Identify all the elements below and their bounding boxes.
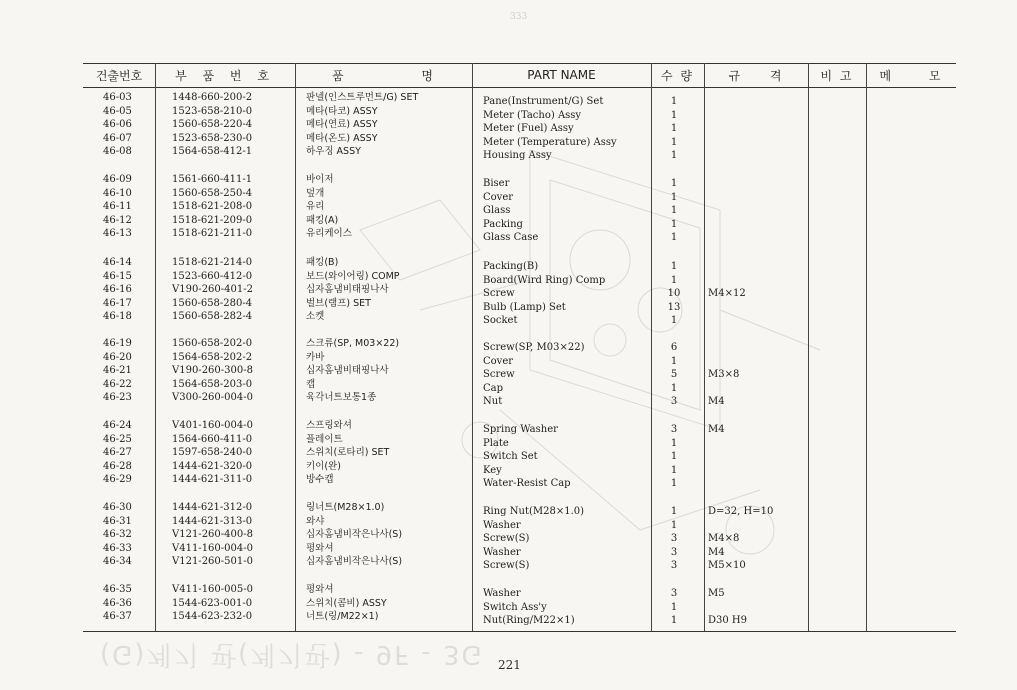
spec-cell: D=32, H=10 <box>708 506 774 517</box>
qty-cell: 1 <box>670 232 678 244</box>
part-name-cell: Cover <box>483 191 514 203</box>
part-no-cell: V401-160-004-0 <box>172 420 253 431</box>
column-divider <box>866 63 867 631</box>
part-name-cell: Nut <box>483 396 503 408</box>
part-name-cell: Screw(SP, M03×22) <box>483 342 585 353</box>
qty-cell: 3 <box>670 424 678 435</box>
column-divider <box>155 63 156 631</box>
qty-cell: 1 <box>670 382 678 394</box>
qty-cell: 1 <box>670 355 678 367</box>
qty-cell: 1 <box>670 136 678 148</box>
item-no-cell: 46-33 <box>103 542 132 554</box>
part-name-cell: Biser <box>483 178 510 189</box>
item-no-cell: 46-13 <box>103 228 132 240</box>
part-name-cell: Meter (Temperature) Assy <box>483 136 617 148</box>
item-no-cell: 46-23 <box>103 392 132 404</box>
name-kr-cell: 유리 <box>306 201 325 213</box>
item-no-cell: 46-18 <box>103 311 132 323</box>
name-kr-cell: 스크류(SP, M03×22) <box>306 338 400 349</box>
column-divider <box>704 63 705 631</box>
spec-cell: M4 <box>708 424 725 435</box>
qty-cell: 1 <box>670 478 678 490</box>
part-no-cell: V411-160-005-0 <box>172 584 253 595</box>
qty-cell: 6 <box>670 342 678 353</box>
qty-cell: 3 <box>670 396 678 408</box>
part-no-cell: 1560-658-282-4 <box>172 311 253 323</box>
part-name-cell: Washer <box>483 519 521 531</box>
part-no-cell: 1444-621-313-0 <box>172 515 253 527</box>
part-no-cell: 1444-621-311-0 <box>172 474 253 486</box>
part-no-cell: 1597-658-240-0 <box>172 447 253 459</box>
qty-cell: 1 <box>670 615 678 627</box>
item-no-cell: 46-22 <box>103 378 132 390</box>
item-no-cell: 46-12 <box>103 214 132 226</box>
item-no-cell: 46-36 <box>103 597 132 609</box>
part-name-cell: Screw(S) <box>483 533 530 545</box>
part-name-cell: Ring Nut(M28×1.0) <box>483 506 585 517</box>
item-no-cell: 46-29 <box>103 474 132 486</box>
header-part-no: 부 품 번 호 <box>175 68 275 83</box>
spec-cell: D30 H9 <box>708 615 748 627</box>
part-no-cell: 1564-658-412-1 <box>172 146 253 158</box>
part-name-cell: Spring Washer <box>483 424 558 435</box>
part-no-cell: 1448-660-200-2 <box>172 92 253 103</box>
qty-cell: 1 <box>670 437 678 449</box>
part-name-cell: Water-Resist Cap <box>483 478 571 490</box>
qty-cell: 1 <box>670 519 678 531</box>
qty-cell: 1 <box>670 96 678 107</box>
part-no-cell: 1444-621-312-0 <box>172 502 253 513</box>
part-name-cell: Pane(Instrument/G) Set <box>483 96 604 107</box>
item-no-cell: 46-17 <box>103 297 132 309</box>
name-kr-cell: 유리케이스 <box>306 228 352 240</box>
part-no-cell: 1523-658-210-0 <box>172 105 253 117</box>
part-no-cell: 1523-658-230-0 <box>172 132 253 144</box>
qty-cell: 5 <box>670 369 678 381</box>
part-name-cell: Socket <box>483 315 518 327</box>
name-kr-cell: 메타(연료) ASSY <box>306 119 378 131</box>
header-part-name: PART NAME <box>527 68 596 82</box>
item-no-cell: 46-30 <box>103 502 132 513</box>
qty-cell: 1 <box>670 464 678 476</box>
name-kr-cell: 소켓 <box>306 311 325 323</box>
spec-cell: M3×8 <box>708 369 740 381</box>
part-name-cell: Meter (Tacho) Assy <box>483 109 582 121</box>
qty-cell: 13 <box>667 301 681 313</box>
part-name-cell: Housing Assy <box>483 150 552 162</box>
part-no-cell: 1544-623-232-0 <box>172 611 253 623</box>
qty-cell: 3 <box>670 560 678 572</box>
part-name-cell: Screw <box>483 369 515 381</box>
part-name-cell: Meter (Fuel) Assy <box>483 123 574 135</box>
item-no-cell: 46-09 <box>103 174 132 185</box>
part-name-cell: Key <box>483 464 502 476</box>
qty-cell: 3 <box>670 588 678 599</box>
item-no-cell: 46-16 <box>103 284 132 296</box>
qty-cell: 10 <box>667 288 681 300</box>
name-kr-cell: 바이저 <box>306 174 334 185</box>
item-no-cell: 46-32 <box>103 529 132 541</box>
part-no-cell: 1564-658-203-0 <box>172 378 253 390</box>
part-name-cell: Screw <box>483 288 515 300</box>
name-kr-cell: 메타(온도) ASSY <box>306 132 378 144</box>
part-no-cell: 1518-621-208-0 <box>172 201 253 213</box>
spec-cell: M4×8 <box>708 533 740 545</box>
spec-cell: M4 <box>708 396 725 408</box>
part-name-cell: Glass Case <box>483 232 539 244</box>
part-name-cell: Plate <box>483 437 509 449</box>
part-name-cell: Board(Wird Ring) Comp <box>483 274 606 286</box>
item-no-cell: 46-06 <box>103 119 132 131</box>
name-kr-cell: 십자홈냄비태핑나사 <box>306 365 389 377</box>
item-no-cell: 46-05 <box>103 105 132 117</box>
header-item-no: 건출번호 <box>95 68 143 83</box>
part-name-cell: Glass <box>483 205 511 217</box>
item-no-cell: 46-37 <box>103 611 132 623</box>
name-kr-cell: 십자홈냄비작은나사(S) <box>306 529 403 541</box>
header-bottom-border <box>83 87 956 88</box>
qty-cell: 3 <box>670 533 678 545</box>
item-no-cell: 46-19 <box>103 338 132 349</box>
part-no-cell: 1560-658-280-4 <box>172 297 253 309</box>
column-divider <box>295 63 296 631</box>
name-kr-cell: 육각너트보통1종 <box>306 392 377 404</box>
item-no-cell: 46-28 <box>103 460 132 472</box>
column-divider <box>472 63 473 631</box>
name-kr-cell: 판넬(인스트루먼트/G) SET <box>306 92 419 103</box>
spec-cell: M4 <box>708 546 725 558</box>
qty-cell: 1 <box>670 205 678 217</box>
spec-cell: M5×10 <box>708 560 746 572</box>
part-no-cell: 1523-660-412-0 <box>172 270 253 282</box>
part-no-cell: 1564-658-202-2 <box>172 351 253 363</box>
part-no-cell: 1518-621-211-0 <box>172 228 253 240</box>
part-no-cell: V190-260-401-2 <box>172 284 253 296</box>
item-no-cell: 46-11 <box>103 201 132 213</box>
item-no-cell: 46-27 <box>103 447 132 459</box>
header-note: 비 고 <box>820 68 854 83</box>
qty-cell: 1 <box>670 150 678 162</box>
name-kr-cell: 패킹(A) <box>306 214 339 226</box>
item-no-cell: 46-08 <box>103 146 132 158</box>
qty-cell: 1 <box>670 218 678 230</box>
name-kr-cell: 플레이트 <box>306 433 343 445</box>
qty-cell: 1 <box>670 274 678 286</box>
name-kr-cell: 방수캡 <box>306 474 334 486</box>
part-name-cell: Packing(B) <box>483 261 539 272</box>
part-no-cell: V121-260-501-0 <box>172 556 253 568</box>
name-kr-cell: 캡 <box>306 378 316 390</box>
qty-cell: 1 <box>670 451 678 463</box>
name-kr-cell: 스위치(로타리) SET <box>306 447 390 459</box>
item-no-cell: 46-20 <box>103 351 132 363</box>
qty-cell: 3 <box>670 546 678 558</box>
qty-cell: 1 <box>670 123 678 135</box>
part-name-cell: Packing <box>483 218 523 230</box>
qty-cell: 1 <box>670 601 678 613</box>
qty-cell: 1 <box>670 178 678 189</box>
qty-cell: 1 <box>670 261 678 272</box>
item-no-cell: 46-10 <box>103 187 132 199</box>
part-no-cell: V190-260-300-8 <box>172 365 253 377</box>
item-no-cell: 46-07 <box>103 132 132 144</box>
name-kr-cell: 하우징 ASSY <box>306 146 361 158</box>
name-kr-cell: 평와셔 <box>306 584 334 595</box>
item-no-cell: 46-31 <box>103 515 132 527</box>
part-name-cell: Nut(Ring/M22×1) <box>483 615 575 627</box>
table-bottom-border <box>83 631 956 632</box>
part-no-cell: 1561-660-411-1 <box>172 174 253 185</box>
name-kr-cell: 벌브(램프) SET <box>306 297 371 309</box>
item-no-cell: 46-34 <box>103 556 132 568</box>
name-kr-cell: 링너트(M28×1.0) <box>306 502 385 513</box>
part-name-cell: Screw(S) <box>483 560 530 572</box>
ghost-title: (G)계기 판(계기판) - 9F - 3G <box>100 639 484 669</box>
name-kr-cell: 보드(와이어링) COMP <box>306 270 400 282</box>
column-divider <box>808 63 809 631</box>
part-name-cell: Bulb (Lamp) Set <box>483 301 566 313</box>
item-no-cell: 46-21 <box>103 365 132 377</box>
part-no-cell: 1560-658-202-0 <box>172 338 253 349</box>
spec-cell: M5 <box>708 588 725 599</box>
part-no-cell: V411-160-004-0 <box>172 542 253 554</box>
item-no-cell: 46-35 <box>103 584 132 595</box>
name-kr-cell: 십자홈냄비작은나사(S) <box>306 556 403 568</box>
name-kr-cell: 덮개 <box>306 187 325 199</box>
name-kr-cell: 스위치(콤비) ASSY <box>306 597 387 609</box>
part-name-cell: Cap <box>483 382 504 394</box>
part-no-cell: 1518-621-209-0 <box>172 214 253 226</box>
part-no-cell: 1564-660-411-0 <box>172 433 253 445</box>
name-kr-cell: 십자홈냄비태핑나사 <box>306 284 389 296</box>
part-no-cell: 1560-658-220-4 <box>172 119 253 131</box>
name-kr-cell: 스프링와셔 <box>306 420 352 431</box>
part-no-cell: 1444-621-320-0 <box>172 460 253 472</box>
item-no-cell: 46-03 <box>103 92 132 103</box>
part-no-cell: 1560-658-250-4 <box>172 187 253 199</box>
name-kr-cell: 너트(링/M22×1) <box>306 611 379 623</box>
page-top-mark: 333 <box>510 12 528 22</box>
header-memo: 메 모 <box>879 68 943 83</box>
part-no-cell: V121-260-400-8 <box>172 529 253 541</box>
part-no-cell: 1544-623-001-0 <box>172 597 253 609</box>
page-number: 221 <box>498 658 521 672</box>
qty-cell: 1 <box>670 191 678 203</box>
item-no-cell: 46-14 <box>103 257 132 268</box>
part-no-cell: 1518-621-214-0 <box>172 257 253 268</box>
header-spec: 규 격 <box>728 68 784 83</box>
item-no-cell: 46-25 <box>103 433 132 445</box>
qty-cell: 1 <box>670 506 678 517</box>
name-kr-cell: 패킹(B) <box>306 257 339 268</box>
item-no-cell: 46-15 <box>103 270 132 282</box>
name-kr-cell: 와샤 <box>306 515 325 527</box>
spec-cell: M4×12 <box>708 288 746 300</box>
name-kr-cell: 평와셔 <box>306 542 334 554</box>
header-name-kr: 품 명 <box>332 68 435 83</box>
column-divider <box>651 63 652 631</box>
part-name-cell: Switch Ass'y <box>483 601 547 613</box>
item-no-cell: 46-24 <box>103 420 132 431</box>
header-qty: 수 량 <box>661 68 694 83</box>
part-name-cell: Cover <box>483 355 514 367</box>
name-kr-cell: 키이(완) <box>306 460 341 472</box>
name-kr-cell: 카바 <box>306 351 325 363</box>
part-name-cell: Switch Set <box>483 451 538 463</box>
qty-cell: 1 <box>670 315 678 327</box>
qty-cell: 1 <box>670 109 678 121</box>
part-name-cell: Washer <box>483 588 521 599</box>
part-name-cell: Washer <box>483 546 521 558</box>
name-kr-cell: 메타(타코) ASSY <box>306 105 378 117</box>
part-no-cell: V300-260-004-0 <box>172 392 253 404</box>
